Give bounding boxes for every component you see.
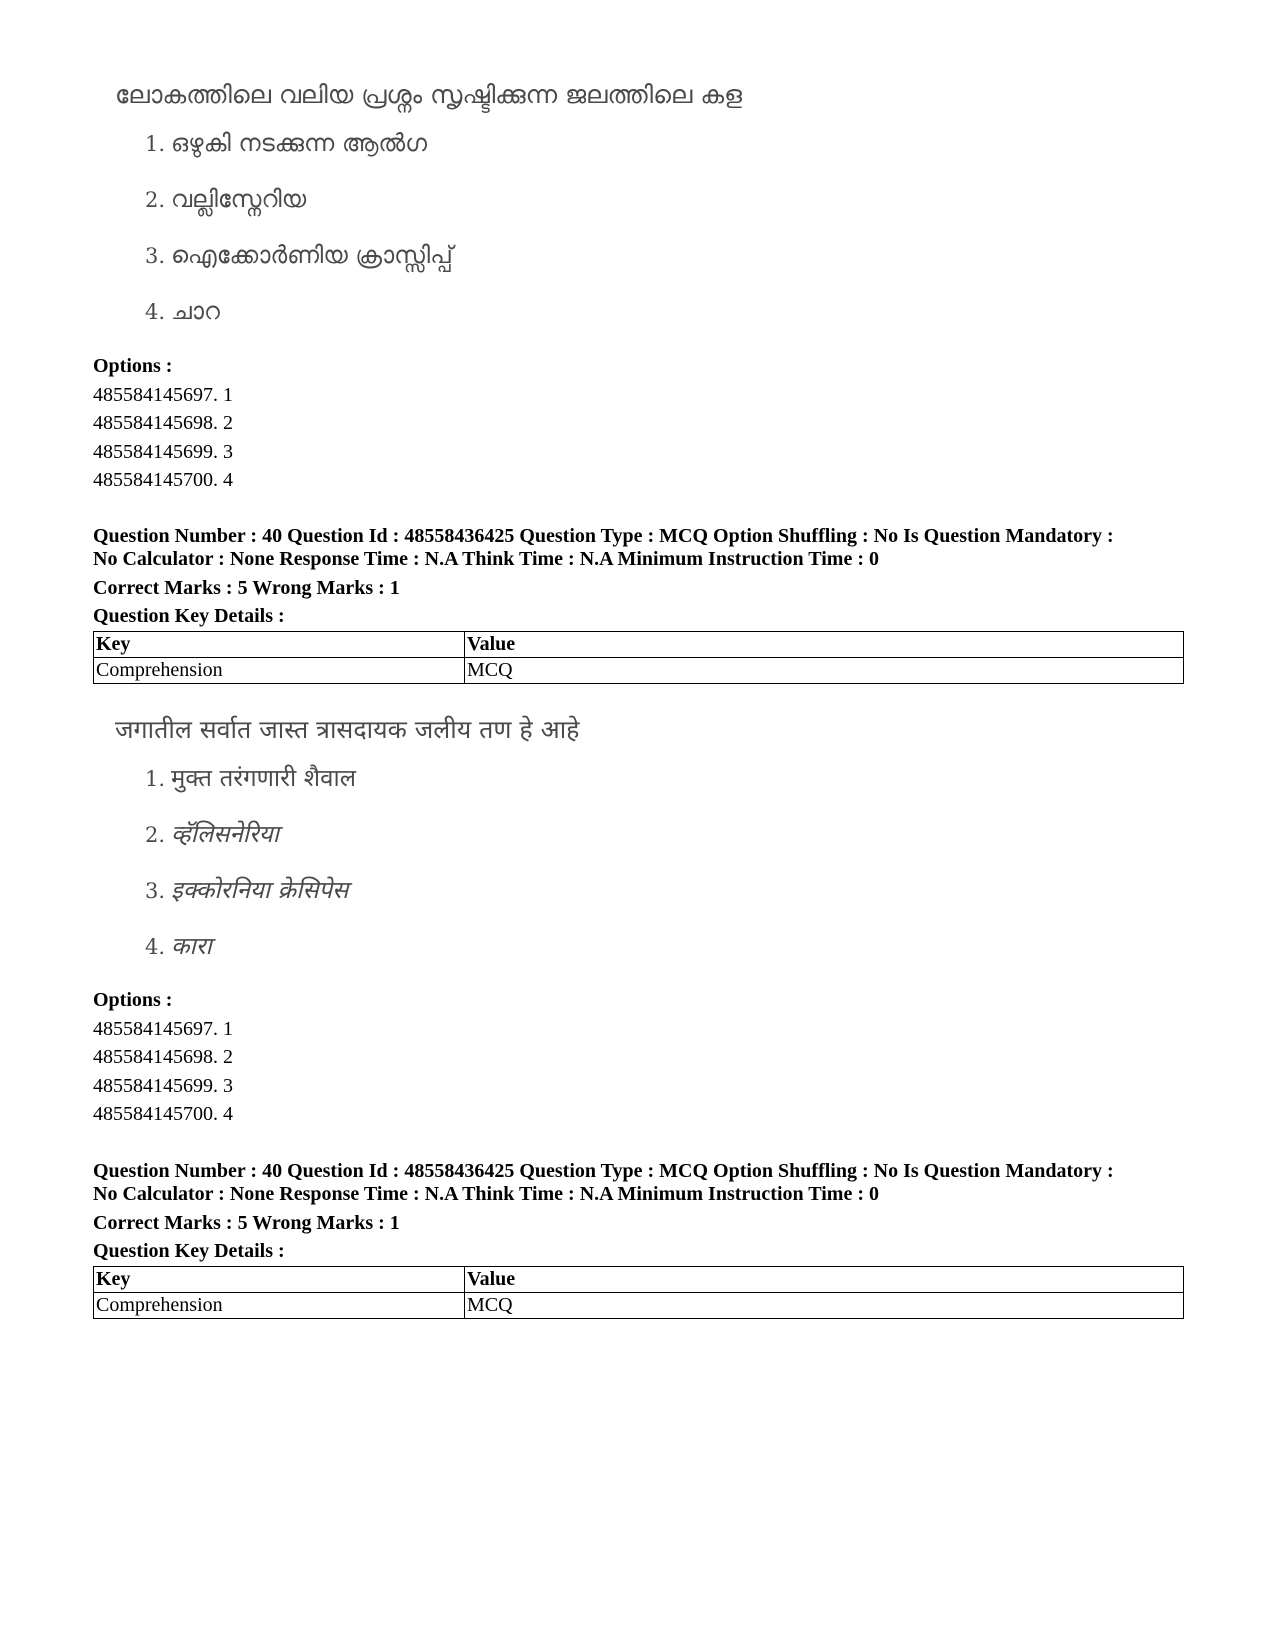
table-header-value: Value bbox=[465, 1267, 1184, 1293]
table-cell-value: MCQ bbox=[465, 1293, 1184, 1319]
question-image-malayalam bbox=[115, 75, 742, 339]
table-cell-key: Comprehension bbox=[94, 658, 465, 684]
table-cell-key: Comprehension bbox=[94, 1293, 465, 1319]
choice-item: 2. വല്ലിസ്നേറിയ bbox=[145, 185, 307, 213]
question-key-table bbox=[93, 631, 1184, 684]
key-details-label: Question Key Details : bbox=[93, 605, 285, 627]
options-list bbox=[93, 352, 233, 495]
option-item: 485584145697. 1 bbox=[93, 383, 233, 406]
table-header-key: Key bbox=[94, 1267, 465, 1293]
option-item: 485584145700. 4 bbox=[93, 1103, 233, 1125]
question-stem: ലോകത്തിലെ വലിയ പ്രശ്നം സൃഷ്ടിക്കുന്ന ജലത്തിലെ കള bbox=[115, 80, 742, 109]
choice-item: 4. कारा bbox=[145, 932, 212, 960]
choice-item: 3. इक्कोरनिया क्रेसिपेस bbox=[145, 876, 349, 904]
question-image-marathi bbox=[115, 710, 579, 974]
question-stem: जगातील सर्वात जास्त त्रासदायक जलीय तण हे आहे bbox=[115, 715, 580, 744]
table-row bbox=[94, 1293, 1184, 1319]
table-header-value: Value bbox=[465, 632, 1184, 658]
choice-item: 2. व्हॅलिसनेरिया bbox=[145, 820, 279, 848]
question-meta-line: No Calculator : None Response Time : N.A Think Time : N.A Minimum Instruction Time : 0 bbox=[93, 548, 879, 570]
options-list bbox=[93, 986, 233, 1129]
marks-line: Correct Marks : 5 Wrong Marks : 1 bbox=[93, 1212, 400, 1234]
option-item: 485584145697. 1 bbox=[93, 1017, 233, 1040]
choice-item: 1. मुक्त तरंगणारी शैवाल bbox=[145, 764, 356, 792]
marks-line: Correct Marks : 5 Wrong Marks : 1 bbox=[93, 577, 400, 599]
option-item: 485584145699. 3 bbox=[93, 440, 233, 463]
options-label: Options : bbox=[93, 355, 173, 377]
option-item: 485584145698. 2 bbox=[93, 412, 233, 434]
question-meta-line: No Calculator : None Response Time : N.A Think Time : N.A Minimum Instruction Time : 0 bbox=[93, 1183, 879, 1205]
option-item: 485584145699. 3 bbox=[93, 1074, 233, 1097]
table-row bbox=[94, 658, 1184, 684]
question-meta bbox=[93, 1160, 1193, 1263]
option-item: 485584145700. 4 bbox=[93, 469, 233, 491]
table-cell-value: MCQ bbox=[465, 658, 1184, 684]
options-label: Options : bbox=[93, 989, 173, 1011]
key-details-label: Question Key Details : bbox=[93, 1240, 285, 1262]
choice-item: 4. ചാറ bbox=[145, 297, 220, 325]
question-key-table bbox=[93, 1266, 1184, 1319]
table-header-row bbox=[94, 1267, 1184, 1293]
question-meta bbox=[93, 525, 1193, 628]
choice-item: 3. ഐക്കോർണിയ ക്രാസ്സിപ്പ് bbox=[145, 241, 453, 269]
table-header-key: Key bbox=[94, 632, 465, 658]
table-header-row bbox=[94, 632, 1184, 658]
choice-item: 1. ഒഴുകി നടക്കുന്ന ആൽഗ bbox=[145, 129, 427, 157]
option-item: 485584145698. 2 bbox=[93, 1046, 233, 1068]
question-meta-line: Question Number : 40 Question Id : 48558436425 Question Type : MCQ Option Shuffling : No Is Question Mandatory : bbox=[93, 525, 1114, 547]
question-meta-line: Question Number : 40 Question Id : 48558436425 Question Type : MCQ Option Shuffling : No Is Question Mandatory : bbox=[93, 1160, 1114, 1182]
